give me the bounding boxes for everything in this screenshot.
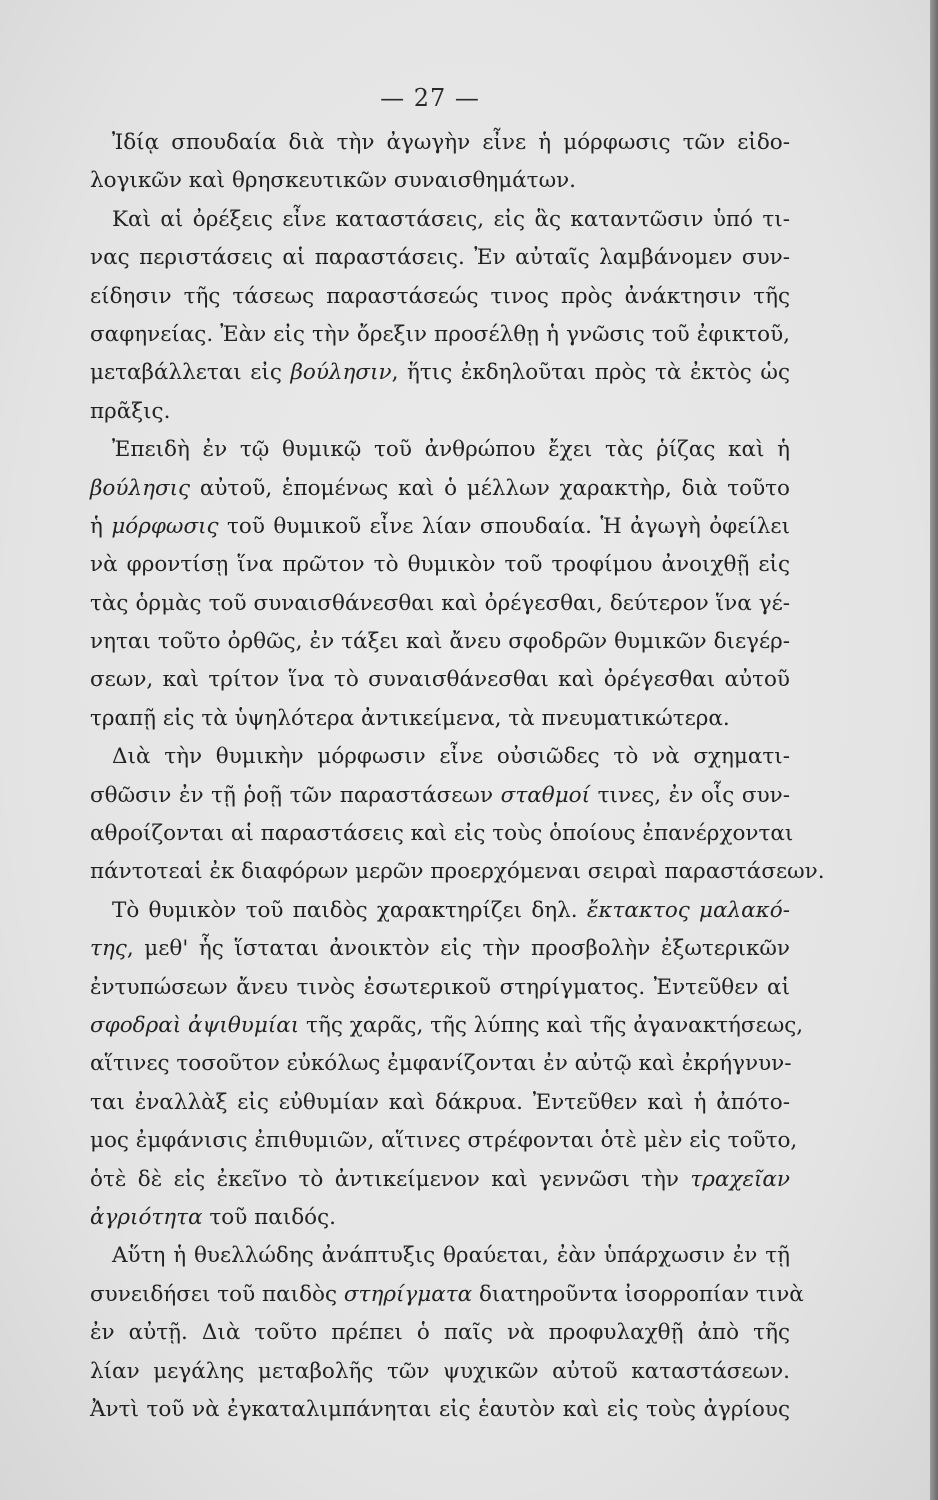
text-segment: Ἀντὶ τοῦ νὰ ἐγκαταλιμπάνηται εἰς ἑαυτὸν καὶ εἰς τοὺς ἀγρίους: [90, 1396, 790, 1422]
text-line: [90, 1353, 790, 1391]
text-segment: Ἰδίᾳ σπουδαία διὰ τὴν ἀγωγὴν εἶνε ἡ μόρφωσις τῶν εἰδο-: [112, 130, 790, 155]
text-segment: αὐτοῦ, ἑπομένως καὶ ὁ μέλλων χαρακτὴρ, διὰ τοῦτο: [190, 475, 790, 501]
text-line: [90, 1084, 790, 1122]
italic-text: σφοδραὶ ἀψιθυμίαι: [90, 1012, 300, 1038]
text-line: [90, 969, 790, 1007]
text-line: [90, 124, 790, 162]
italic-text: μόρφωσις: [111, 513, 219, 539]
text-line: [90, 1122, 798, 1160]
text-line: [90, 661, 790, 699]
text-line: [90, 470, 790, 508]
text-line: [90, 623, 790, 661]
text-line: [90, 1199, 790, 1237]
text-line: [90, 201, 790, 239]
page-edge-shadow: [930, 0, 938, 1500]
italic-text: σταθμοί: [500, 782, 591, 808]
text-segment: ὁτὲ δὲ εἰς ἐκεῖνο τὸ ἀντικείμενον καὶ γεννῶσι τὴν: [90, 1166, 691, 1192]
text-segment: τινες, ἐν οἷς συν-: [590, 782, 790, 808]
text-segment: Διὰ τὴν θυμικὴν μόρφωσιν εἶνε οὐσιῶδες τὸ νὰ σχηματι-: [112, 744, 790, 770]
text-line: [90, 585, 790, 623]
text-segment: , μεθ' ἧς ἵσταται ἀνοικτὸν εἰς τὴν προσβολὴν ἐξωτερικῶν: [126, 936, 790, 962]
text-segment: ἐντυπώσεων ἄνευ τινὸς ἐσωτερικοῦ στηρίγματος. Ἐντεῦθεν αἱ: [90, 974, 790, 1000]
text-segment: τραπῇ εἰς τὰ ὑψηλότερα ἀντικείμενα, τὰ πνευματικώτερα.: [90, 705, 730, 731]
text-line: [90, 1391, 790, 1429]
text-line: [90, 354, 790, 392]
text-segment: μος ἐμφάνισις ἐπιθυμιῶν, αἵτινες στρέφονται ὁτὲ μὲν εἰς τοῦτο,: [90, 1128, 798, 1154]
text-line: [90, 162, 790, 200]
text-line: [90, 930, 790, 968]
text-line: [90, 892, 790, 930]
text-line: [90, 1161, 790, 1199]
text-segment: ἐν αὐτῇ. Διὰ τοῦτο πρέπει ὁ παῖς νὰ προφυλαχθῇ ἀπὸ τῆς: [90, 1320, 790, 1346]
text-line: [90, 853, 825, 891]
text-segment: σεων, καὶ τρίτον ἵνα τὸ συναισθάνεσθαι καὶ ὀρέγεσθαι αὐτοῦ: [90, 667, 790, 693]
text-segment: νηται τοῦτο ὀρθῶς, ἐν τάξει καὶ ἄνευ σφοδρῶν θυμικῶν διεγέρ-: [90, 629, 790, 655]
text-line: [90, 316, 790, 354]
text-segment: μεταβάλλεται εἰς: [90, 360, 291, 386]
page-number: — 27 —: [380, 84, 480, 112]
italic-text: στηρίγματα: [343, 1281, 473, 1307]
text-line: [90, 546, 790, 584]
text-segment: αἵτινες τοσοῦτον εὐκόλως ἐμφανίζονται ἐν αὐτῷ καὶ ἐκρήγνυν-: [90, 1051, 792, 1077]
text-line: [90, 1276, 804, 1314]
text-line: [90, 1007, 804, 1045]
italic-text: ἔκτακτος μαλακό-: [586, 897, 790, 923]
text-segment: , ἥτις ἐκδηλοῦται πρὸς τὰ ἐκτὸς ὡς: [391, 360, 790, 386]
text-line: [90, 239, 790, 277]
text-segment: νας περιστάσεις αἱ παραστάσεις. Ἐν αὐταῖς λαμβάνομεν συν-: [90, 245, 790, 271]
text-segment: ται ἐναλλὰξ εἰς εὐθυμίαν καὶ δάκρυα. Ἐντεῦθεν καὶ ἡ ἀπότο-: [90, 1089, 790, 1115]
text-line: [90, 393, 790, 431]
text-segment: Καὶ αἱ ὀρέξεις εἶνε καταστάσεις, εἰς ἃς καταντῶσιν ὑπό τι-: [112, 206, 790, 232]
text-segment: νὰ φροντίσῃ ἵνα πρῶτον τὸ θυμικὸν τοῦ τροφίμου ἀνοιχθῇ εἰς: [90, 552, 790, 578]
text-line: [90, 777, 790, 815]
text-segment: αθροίζονται αἱ παραστάσεις καὶ εἰς τοὺς ὁποίους ἐπανέρχονται: [90, 821, 794, 847]
italic-text: ἀγριότητα: [90, 1204, 203, 1230]
text-line: [90, 508, 790, 546]
text-line: [90, 815, 794, 853]
text-segment: τοῦ θυμικοῦ εἶνε λίαν σπουδαία. Ἡ ἀγωγὴ ὀφείλει: [218, 513, 790, 539]
text-segment: ἡ: [90, 513, 112, 539]
text-segment: διατηροῦντα ἰσορροπίαν τινὰ: [472, 1281, 804, 1307]
italic-text: τραχεῖαν: [690, 1166, 790, 1192]
italic-text: βούλησις: [90, 475, 191, 501]
text-line: [90, 700, 790, 738]
text-line: [90, 738, 790, 776]
text-line: [90, 1314, 790, 1352]
text-line: [90, 1237, 790, 1275]
italic-text: της: [90, 936, 127, 962]
text-segment: είδησιν τῆς τάσεως παραστάσεώς τινος πρὸς ἀνάκτησιν τῆς: [90, 283, 790, 309]
italic-text: βούλησιν: [290, 360, 392, 386]
body-text: [90, 124, 825, 1429]
text-segment: Ἐπειδὴ ἐν τῷ θυμικῷ τοῦ ἀνθρώπου ἔχει τὰς ῥίζας καὶ ἡ: [112, 437, 790, 463]
text-line: [90, 1045, 790, 1083]
text-segment: λογικῶν καὶ θρησκευτικῶν συναισθημάτων.: [90, 168, 577, 194]
text-segment: τῆς χαρᾶς, τῆς λύπης καὶ τῆς ἀγανακτήσεως,: [299, 1012, 804, 1038]
text-segment: σθῶσιν ἐν τῇ ῥοῇ τῶν παραστάσεων: [90, 782, 501, 808]
text-line: [90, 278, 790, 316]
text-segment: πρᾶξις.: [90, 398, 171, 424]
text-segment: σαφηνείας. Ἐὰν εἰς τὴν ὄρεξιν προσέλθῃ ἡ γνῶσις τοῦ ἐφικτοῦ,: [90, 321, 790, 347]
text-segment: συνειδήσει τοῦ παιδὸς: [90, 1281, 344, 1307]
text-segment: τὰς ὁρμὰς τοῦ συναισθάνεσθαι καὶ ὀρέγεσθαι, δεύτερον ἵνα γέ-: [90, 590, 790, 616]
text-line: [90, 431, 790, 469]
text-segment: Αὕτη ἡ θυελλώδης ἀνάπτυξις θραύεται, ἐὰν ὑπάρχωσιν ἐν τῇ: [112, 1243, 790, 1269]
text-segment: τοῦ παιδός.: [202, 1204, 336, 1230]
text-segment: λίαν μεγάλης μεταβολῆς τῶν ψυχικῶν αὐτοῦ καταστάσεων.: [90, 1358, 790, 1384]
text-segment: πάντοτεαἱ ἐκ διαφόρων μερῶν προερχόμεναι σειραὶ παραστάσεων.: [90, 859, 825, 885]
text-segment: Τὸ θυμικὸν τοῦ παιδὸς χαρακτηρίζει δηλ.: [112, 897, 587, 923]
